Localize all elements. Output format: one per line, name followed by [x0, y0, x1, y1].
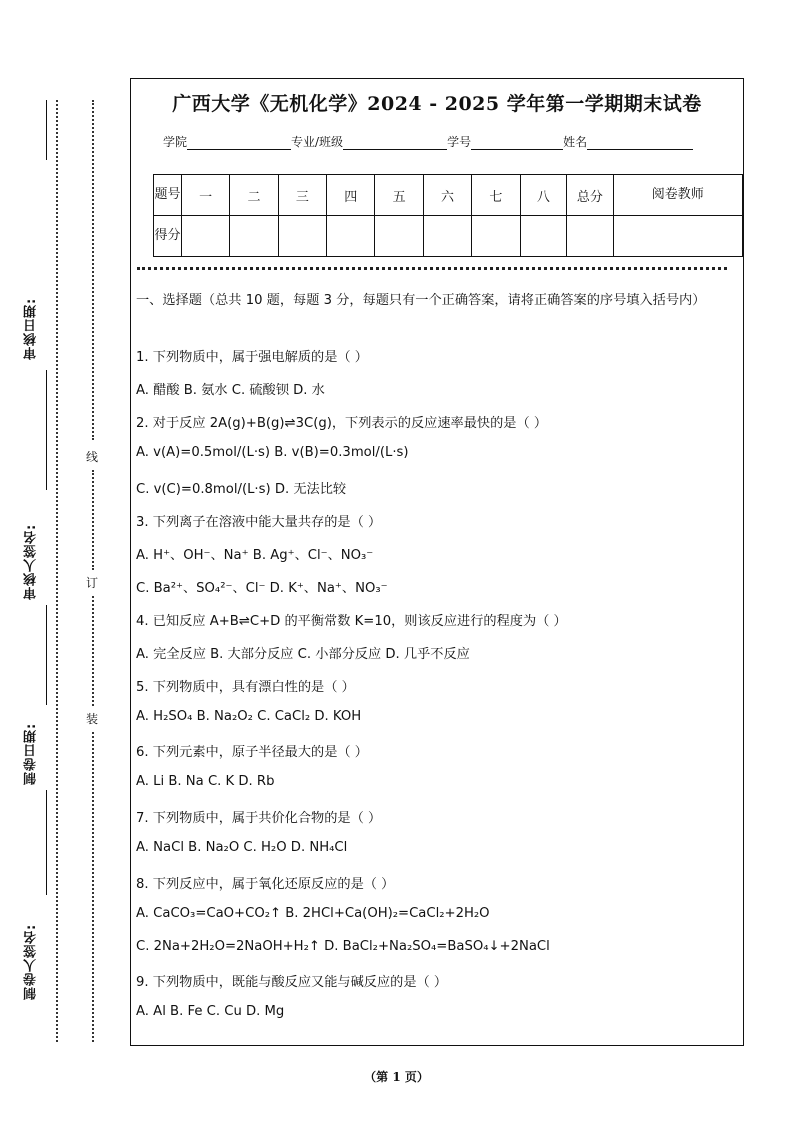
option-line: A. NaCl B. Na₂O C. H₂O D. NH₄Cl — [136, 840, 348, 855]
student-id-input[interactable] — [471, 135, 563, 150]
score-input-4[interactable] — [327, 216, 375, 257]
score-table-cell: 阅卷教师 — [613, 175, 742, 216]
score-input-8[interactable] — [520, 216, 567, 257]
option-line: A. H₂SO₄ B. Na₂O₂ C. CaCl₂ D. KOH — [136, 709, 362, 724]
question-line: 6. 下列元素中，原子半径最大的是（ ） — [136, 745, 368, 760]
name-input[interactable] — [587, 135, 693, 150]
binding-dotted-line-inner — [92, 596, 94, 706]
section-intro: 一、选择题（总共 10 题，每题 3 分，每题只有一个正确答案，请将正确答案的序号填入括号内） — [136, 293, 706, 308]
question-line: 8. 下列反应中，属于氧化还原反应的是（ ） — [136, 877, 395, 892]
student-id-label: 学号 — [447, 135, 472, 149]
option-line: A. Li B. Na C. K D. Rb — [136, 774, 275, 789]
option-line: C. Ba²⁺、SO₄²⁻、Cl⁻ D. K⁺、Na⁺、NO₃⁻ — [136, 581, 388, 596]
score-table-cell: 八 — [520, 175, 567, 216]
header-separator — [137, 267, 727, 270]
major-label: 专业/班级 — [291, 135, 344, 149]
question-line: 9. 下列物质中，既能与酸反应又能与碱反应的是（ ） — [136, 975, 448, 990]
score-input-2[interactable] — [230, 216, 278, 257]
maker-sign-field[interactable] — [22, 900, 52, 1000]
maker-sign-label: 制卷人签名: — [24, 923, 39, 1000]
student-info-row — [163, 133, 693, 150]
maker-date-label: 制卷日期: — [24, 722, 39, 785]
score-table — [153, 174, 743, 257]
option-line: A. v(A)=0.5mol/(L·s) B. v(B)=0.3mol/(L·s) — [136, 445, 409, 460]
binding-dotted-line-inner — [92, 470, 94, 570]
score-table-score-row — [154, 216, 743, 257]
score-table-cell: 六 — [423, 175, 471, 216]
binding-dotted-line-outer — [56, 100, 58, 1042]
score-table-cell: 五 — [375, 175, 423, 216]
reviewer-date-field[interactable] — [22, 160, 52, 360]
score-input-7[interactable] — [472, 216, 520, 257]
name-label: 姓名 — [563, 135, 588, 149]
reviewer-date-label: 审核日期: — [24, 297, 39, 360]
reviewer-sign-label: 审核人签名: — [24, 523, 39, 600]
score-input-1[interactable] — [181, 216, 229, 257]
question-line: 7. 下列物质中，属于共价化合物的是（ ） — [136, 811, 382, 826]
score-table-cell: 七 — [472, 175, 520, 216]
score-table-cell: 二 — [230, 175, 278, 216]
exam-frame — [130, 78, 744, 1046]
college-label: 学院 — [163, 135, 188, 149]
option-line: A. CaCO₃=CaO+CO₂↑ B. 2HCl+Ca(OH)₂=CaCl₂+2H₂O — [136, 906, 490, 921]
question-line: 4. 已知反应 A+B⇌C+D 的平衡常数 K=10，则该反应进行的程度为（ ） — [136, 614, 567, 629]
margin-rule — [46, 790, 47, 895]
score-input-5[interactable] — [375, 216, 423, 257]
exam-title: 广西大学《无机化学》2024 - 2025 学年第一学期期末试卷 — [172, 93, 702, 115]
score-table-cell: 三 — [278, 175, 326, 216]
binding-dotted-line-inner — [92, 732, 94, 1042]
question-line: 2. 对于反应 2A(g)+B(g)⇌3C(g)，下列表示的反应速率最快的是（ ） — [136, 416, 548, 431]
score-table-cell: 得分 — [154, 216, 182, 257]
option-line: C. v(C)=0.8mol/(L·s) D. 无法比较 — [136, 482, 347, 497]
grader-input[interactable] — [613, 216, 742, 257]
binding-dotted-line-inner — [92, 100, 94, 440]
question-line: 1. 下列物质中，属于强电解质的是（ ） — [136, 350, 368, 365]
margin-rule — [46, 100, 47, 160]
question-line: 5. 下列物质中，具有漂白性的是（ ） — [136, 680, 355, 695]
option-line: A. 完全反应 B. 大部分反应 C. 小部分反应 D. 几乎不反应 — [136, 647, 470, 662]
maker-date-field[interactable] — [22, 705, 52, 785]
page-number: （第 1 页） — [364, 1070, 429, 1084]
option-line: A. Al B. Fe C. Cu D. Mg — [136, 1004, 285, 1019]
score-input-total[interactable] — [567, 216, 614, 257]
college-input[interactable] — [187, 135, 291, 150]
margin-rule — [46, 370, 47, 490]
margin-rule — [46, 605, 47, 705]
cut-mark-zhuang: 装 — [86, 712, 99, 726]
score-table-header-row — [154, 175, 743, 216]
score-input-6[interactable] — [423, 216, 471, 257]
major-input[interactable] — [343, 135, 447, 150]
option-line: A. 醋酸 B. 氨水 C. 硫酸钡 D. 水 — [136, 383, 325, 398]
reviewer-sign-field[interactable] — [22, 500, 52, 600]
score-input-3[interactable] — [278, 216, 326, 257]
score-table-cell: 四 — [327, 175, 375, 216]
score-table-cell: 一 — [181, 175, 229, 216]
question-line: 3. 下列离子在溶液中能大量共存的是（ ） — [136, 515, 382, 530]
score-table-cell: 总分 — [567, 175, 614, 216]
option-line: C. 2Na+2H₂O=2NaOH+H₂↑ D. BaCl₂+Na₂SO₄=BaSO₄↓+2NaCl — [136, 939, 550, 954]
cut-mark-line: 线 — [86, 450, 99, 464]
option-line: A. H⁺、OH⁻、Na⁺ B. Ag⁺、Cl⁻、NO₃⁻ — [136, 548, 374, 563]
cut-mark-ding: 订 — [86, 576, 99, 590]
score-table-cell: 题号 — [154, 175, 182, 216]
